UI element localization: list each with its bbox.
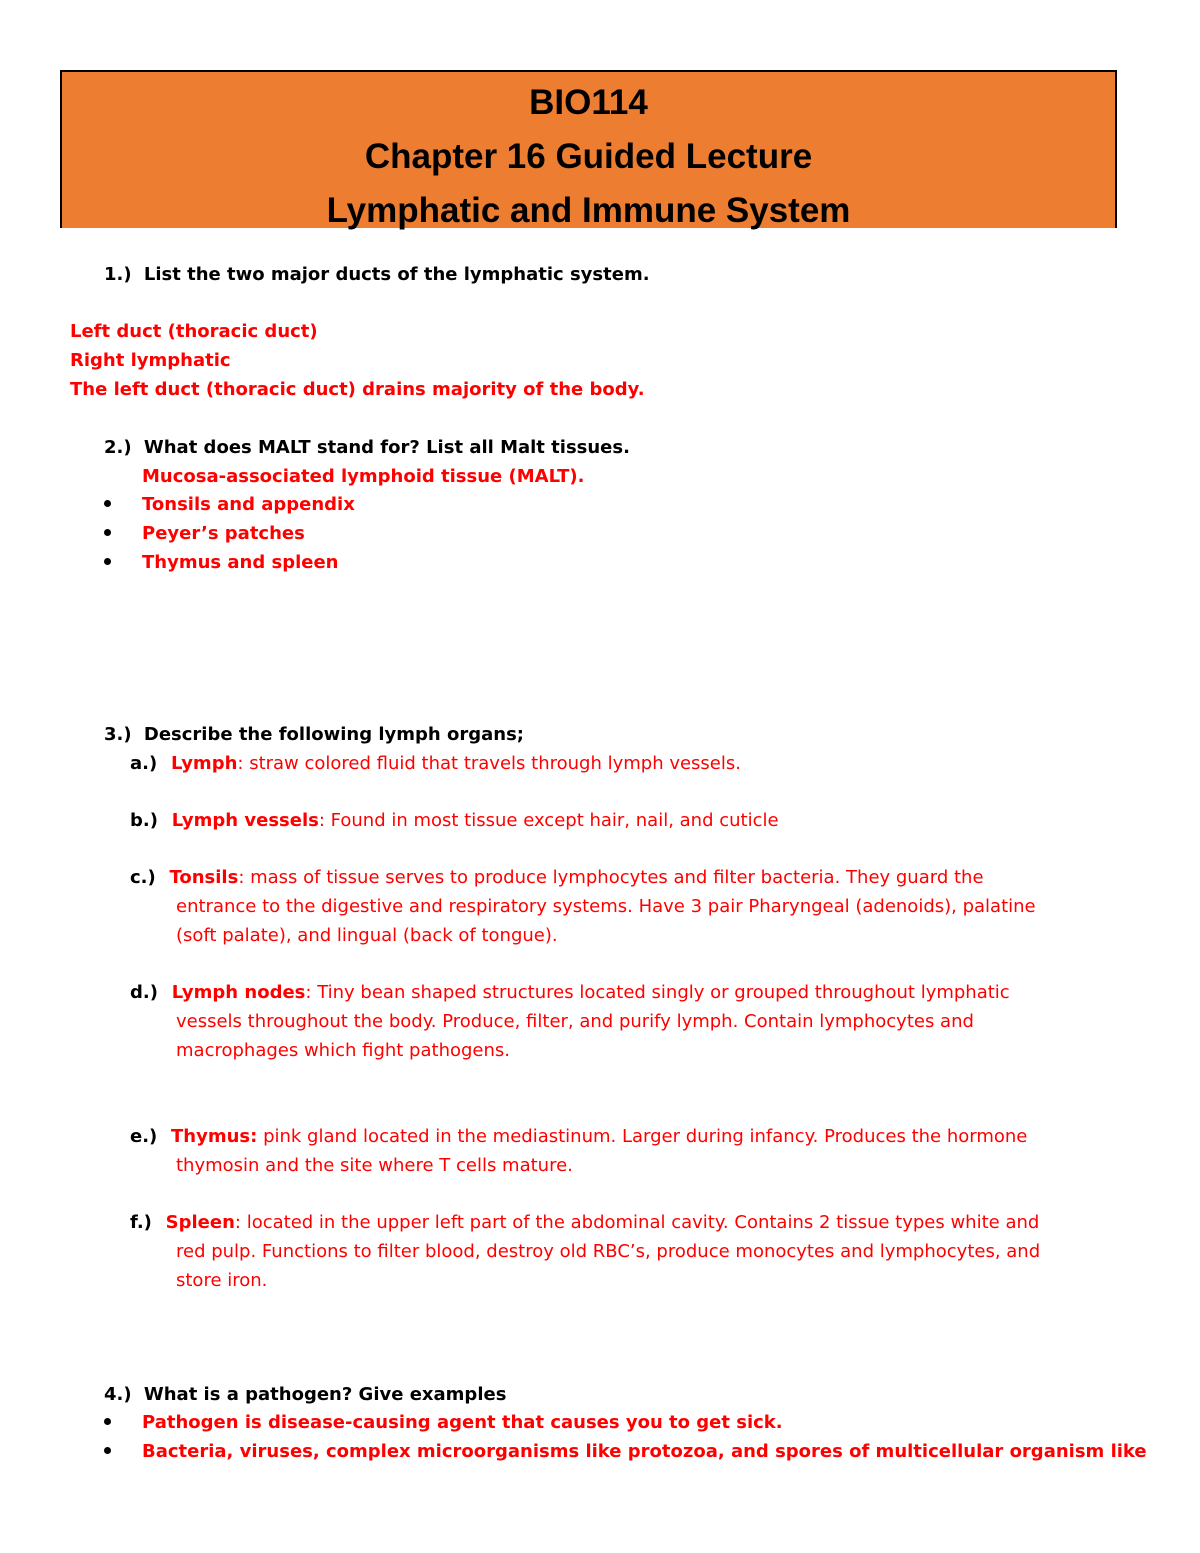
bullet-icon [104,500,111,507]
question-number: 2.) [104,437,132,458]
sub-item-d [130,978,1010,1008]
description-line: entrance to the digestive and respiratory systems. Have 3 pair Pharyngeal (adenoids), palatine [176,896,1036,917]
description-line: straw colored fluid that travels through lymph vessels. [249,753,741,774]
description-line: (soft palate), and lingual (back of tongue). [176,925,558,946]
course-code: BIO114 [529,83,648,122]
question-number: 3.) [104,724,132,745]
chapter-title: Chapter 16 Guided Lecture [364,137,813,176]
sub-letter: a.) [130,753,158,774]
separator: : [234,1212,247,1233]
sub-letter: b.) [130,810,158,831]
sub-item-b [130,806,779,836]
description-line: macrophages which fight pathogens. [176,1040,510,1061]
question-number: 1.) [104,264,132,285]
description-line: vessels throughout the body. Produce, filter, and purify lymph. Contain lymphocytes and [176,1011,974,1032]
question-number: 4.) [104,1384,132,1405]
sub-item-e [130,1122,1027,1152]
sub-item-f [130,1208,1039,1238]
bullet-icon [104,529,111,536]
description-line: red pulp. Functions to filter blood, destroy old RBC’s, produce monocytes and lymphocytes, and [176,1241,1041,1262]
sub-letter: c.) [130,867,156,888]
separator: : [305,982,318,1003]
term: Lymph [170,753,238,774]
bullet-item: Thymus and spleen [142,552,339,573]
bullet-item: Peyer’s patches [142,523,305,544]
description-line: thymosin and the site where T cells mature. [176,1155,573,1176]
bullet-icon [104,1418,111,1425]
term: Thymus: [171,1126,258,1147]
description-line: mass of tissue serves to produce lymphocytes and filter bacteria. They guard the [250,867,984,888]
sub-item-a [130,749,741,779]
sub-item-c [130,863,984,893]
description-line: Found in most tissue except hair, nail, and cuticle [330,810,779,831]
question-3 [104,720,524,750]
question-4 [104,1380,506,1410]
term: Tonsils [169,867,239,888]
separator: : [237,753,250,774]
document-header [60,70,1117,228]
sub-letter: f.) [130,1212,152,1233]
description-line: pink gland located in the mediastinum. Larger during infancy. Produces the hormone [263,1126,1028,1147]
term: Lymph vessels [171,810,319,831]
description-line: store iron. [176,1270,268,1291]
description-line: located in the upper left part of the abdominal cavity. Contains 2 tissue types white and [246,1212,1040,1233]
term: Lymph nodes [171,982,306,1003]
answer-line: Left duct (thoracic duct) [70,321,318,342]
answer-line: Mucosa-associated lymphoid tissue (MALT). [142,466,585,487]
description-line: Tiny bean shaped structures located singly or grouped throughout lymphatic [317,982,1010,1003]
question-1 [104,260,650,290]
bullet-item: Bacteria, viruses, complex microorganisms like protozoa, and spores of multicellular organism like [142,1441,1147,1462]
term: Spleen [165,1212,235,1233]
sub-letter: e.) [130,1126,158,1147]
bullet-item: Pathogen is disease-causing agent that causes you to get sick. [142,1412,783,1433]
question-text: What is a pathogen? Give examples [143,1384,507,1405]
question-2 [104,433,630,463]
topic-title: Lymphatic and Immune System [326,191,851,230]
separator: : [238,867,251,888]
bullet-icon [104,558,111,565]
question-text: What does MALT stand for? List all Malt tissues. [143,437,630,458]
bullet-item: Tonsils and appendix [142,494,355,515]
bullet-icon [104,1447,111,1454]
answer-line: The left duct (thoracic duct) drains majority of the body. [70,379,645,400]
question-text: Describe the following lymph organs; [143,724,525,745]
separator: : [318,810,331,831]
answer-line: Right lymphatic [70,350,231,371]
sub-letter: d.) [130,982,158,1003]
question-text: List the two major ducts of the lymphatic system. [143,264,650,285]
